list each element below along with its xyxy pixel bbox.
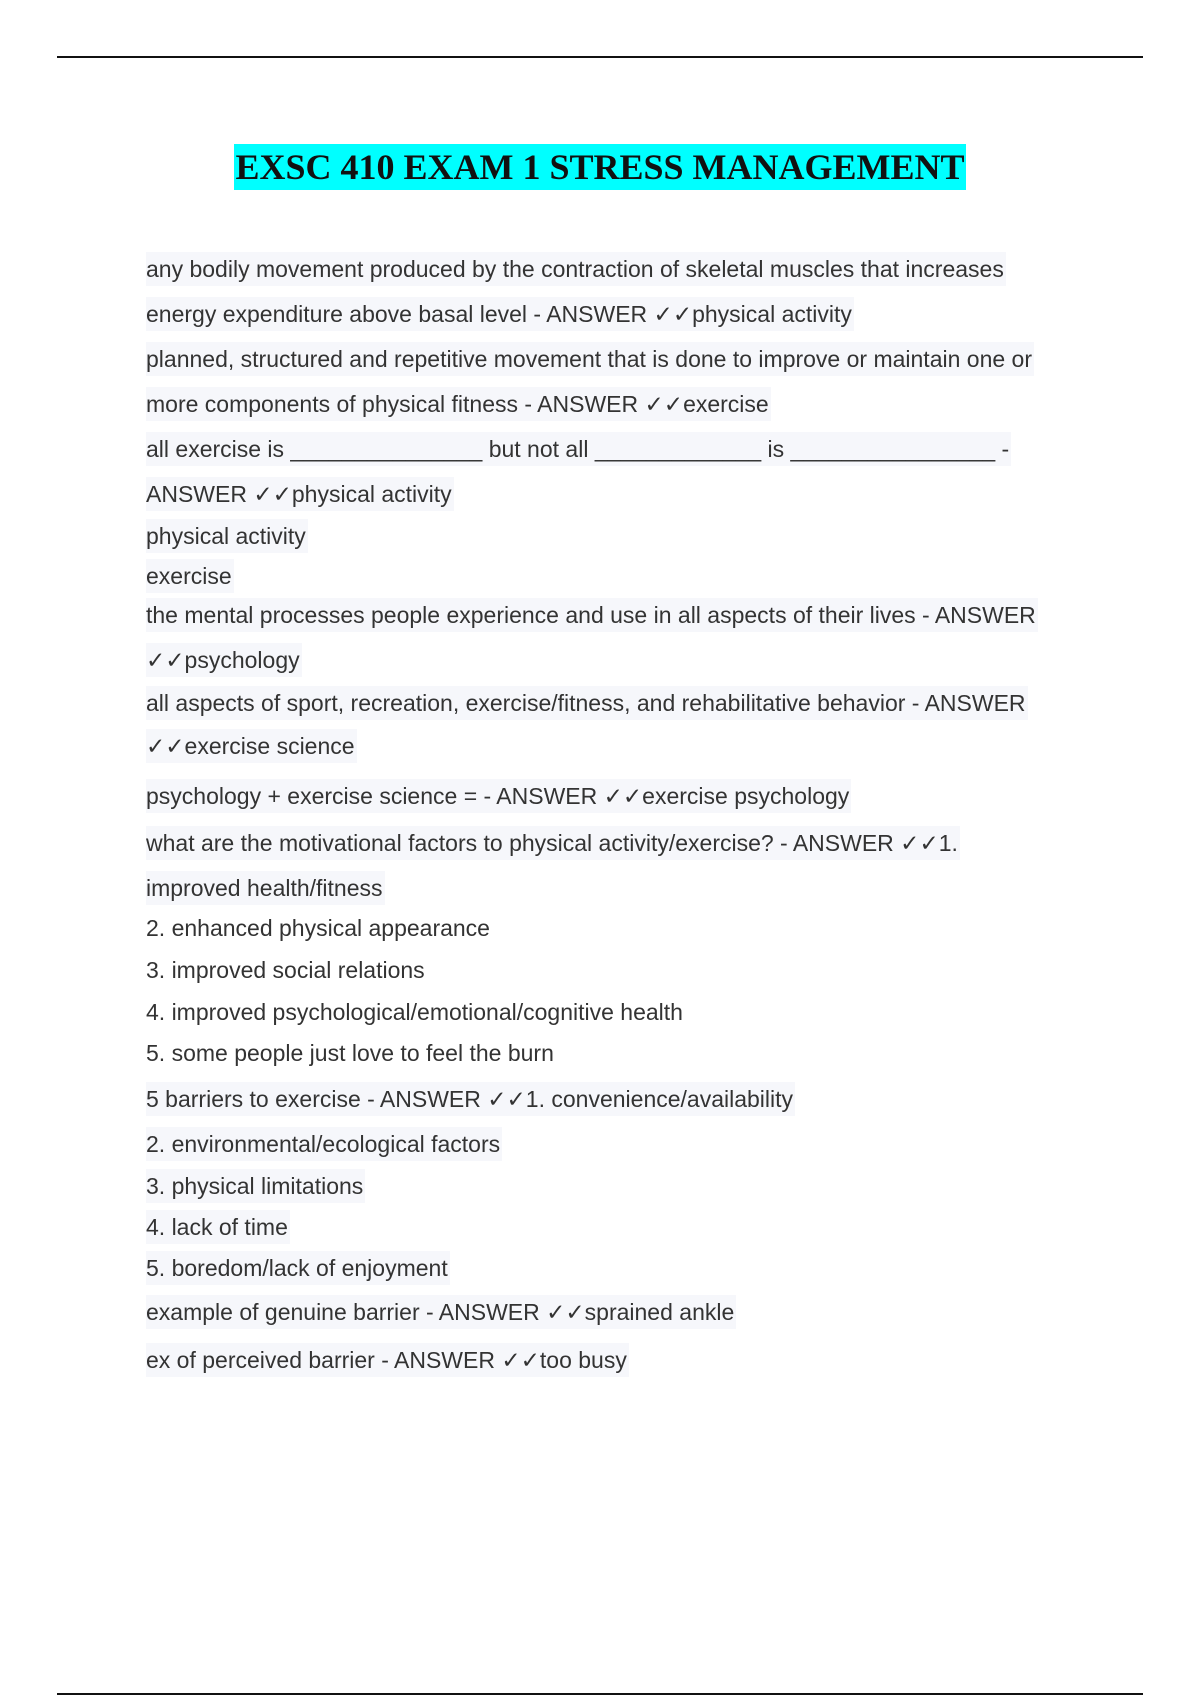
text-line-content: all exercise is _______________ but not all _____________ is ________________ -	[146, 432, 1011, 466]
text-line-content: energy expenditure above basal level - ANSWER ✓✓physical activity	[146, 297, 854, 331]
text-line	[146, 252, 1096, 286]
text-line	[146, 598, 1096, 632]
top-rule	[57, 56, 1143, 58]
text-line-content: psychology + exercise science = - ANSWER ✓✓exercise psychology	[146, 779, 851, 813]
text-line-content: any bodily movement produced by the contraction of skeletal muscles that increases	[146, 252, 1006, 286]
bottom-rule	[57, 1693, 1143, 1695]
text-line	[146, 342, 1096, 376]
text-line-content: 4. improved psychological/emotional/cognitive health	[146, 999, 683, 1025]
text-line-content: 3. improved social relations	[146, 957, 425, 983]
text-line-content: 5. boredom/lack of enjoyment	[146, 1251, 450, 1285]
text-line	[146, 519, 1096, 553]
text-line	[146, 477, 1096, 511]
text-line	[146, 643, 1096, 677]
text-line-content: the mental processes people experience and use in all aspects of their lives - ANSWER	[146, 598, 1038, 632]
text-line-content: 5 barriers to exercise - ANSWER ✓✓1. convenience/availability	[146, 1082, 795, 1116]
text-line	[146, 1295, 1096, 1329]
text-line	[146, 686, 1096, 720]
text-line-content: 5. some people just love to feel the burn	[146, 1040, 554, 1066]
text-line-content: more components of physical fitness - ANSWER ✓✓exercise	[146, 387, 771, 421]
text-line	[146, 1251, 1096, 1285]
text-line	[146, 387, 1096, 421]
text-line-content: all aspects of sport, recreation, exercise/fitness, and rehabilitative behavior - ANSWER	[146, 686, 1028, 720]
text-line	[146, 1082, 1096, 1116]
text-line-content: 4. lack of time	[146, 1210, 290, 1244]
text-line-content: ✓✓exercise science	[146, 729, 357, 763]
text-line	[146, 1210, 1096, 1244]
flashcard-text	[146, 252, 1096, 1377]
document-title: EXSC 410 EXAM 1 STRESS MANAGEMENT	[234, 144, 965, 190]
text-line-content: 2. enhanced physical appearance	[146, 915, 490, 941]
text-line	[146, 729, 1096, 763]
text-line	[146, 995, 1096, 1029]
text-line-content: planned, structured and repetitive movement that is done to improve or maintain one or	[146, 342, 1034, 376]
text-line	[146, 432, 1096, 466]
text-line-content: 3. physical limitations	[146, 1169, 365, 1203]
title-container	[0, 144, 1200, 190]
text-line	[146, 871, 1096, 905]
text-line-content: ANSWER ✓✓physical activity	[146, 477, 454, 511]
text-line-content: exercise	[146, 559, 234, 593]
text-line	[146, 953, 1096, 987]
text-line-content: 2. environmental/ecological factors	[146, 1127, 502, 1161]
text-line-content: example of genuine barrier - ANSWER ✓✓sprained ankle	[146, 1295, 736, 1329]
text-line-content: physical activity	[146, 519, 308, 553]
text-line	[146, 1036, 1096, 1070]
text-line	[146, 1343, 1096, 1377]
text-line	[146, 1169, 1096, 1203]
text-line-content: improved health/fitness	[146, 871, 385, 905]
text-line	[146, 911, 1096, 945]
text-line	[146, 826, 1096, 860]
text-line	[146, 779, 1096, 813]
text-line	[146, 297, 1096, 331]
text-line	[146, 1127, 1096, 1161]
text-line-content: ex of perceived barrier - ANSWER ✓✓too busy	[146, 1343, 629, 1377]
text-line-content: what are the motivational factors to physical activity/exercise? - ANSWER ✓✓1.	[146, 826, 960, 860]
text-line-content: ✓✓psychology	[146, 643, 302, 677]
text-line	[146, 559, 1096, 593]
